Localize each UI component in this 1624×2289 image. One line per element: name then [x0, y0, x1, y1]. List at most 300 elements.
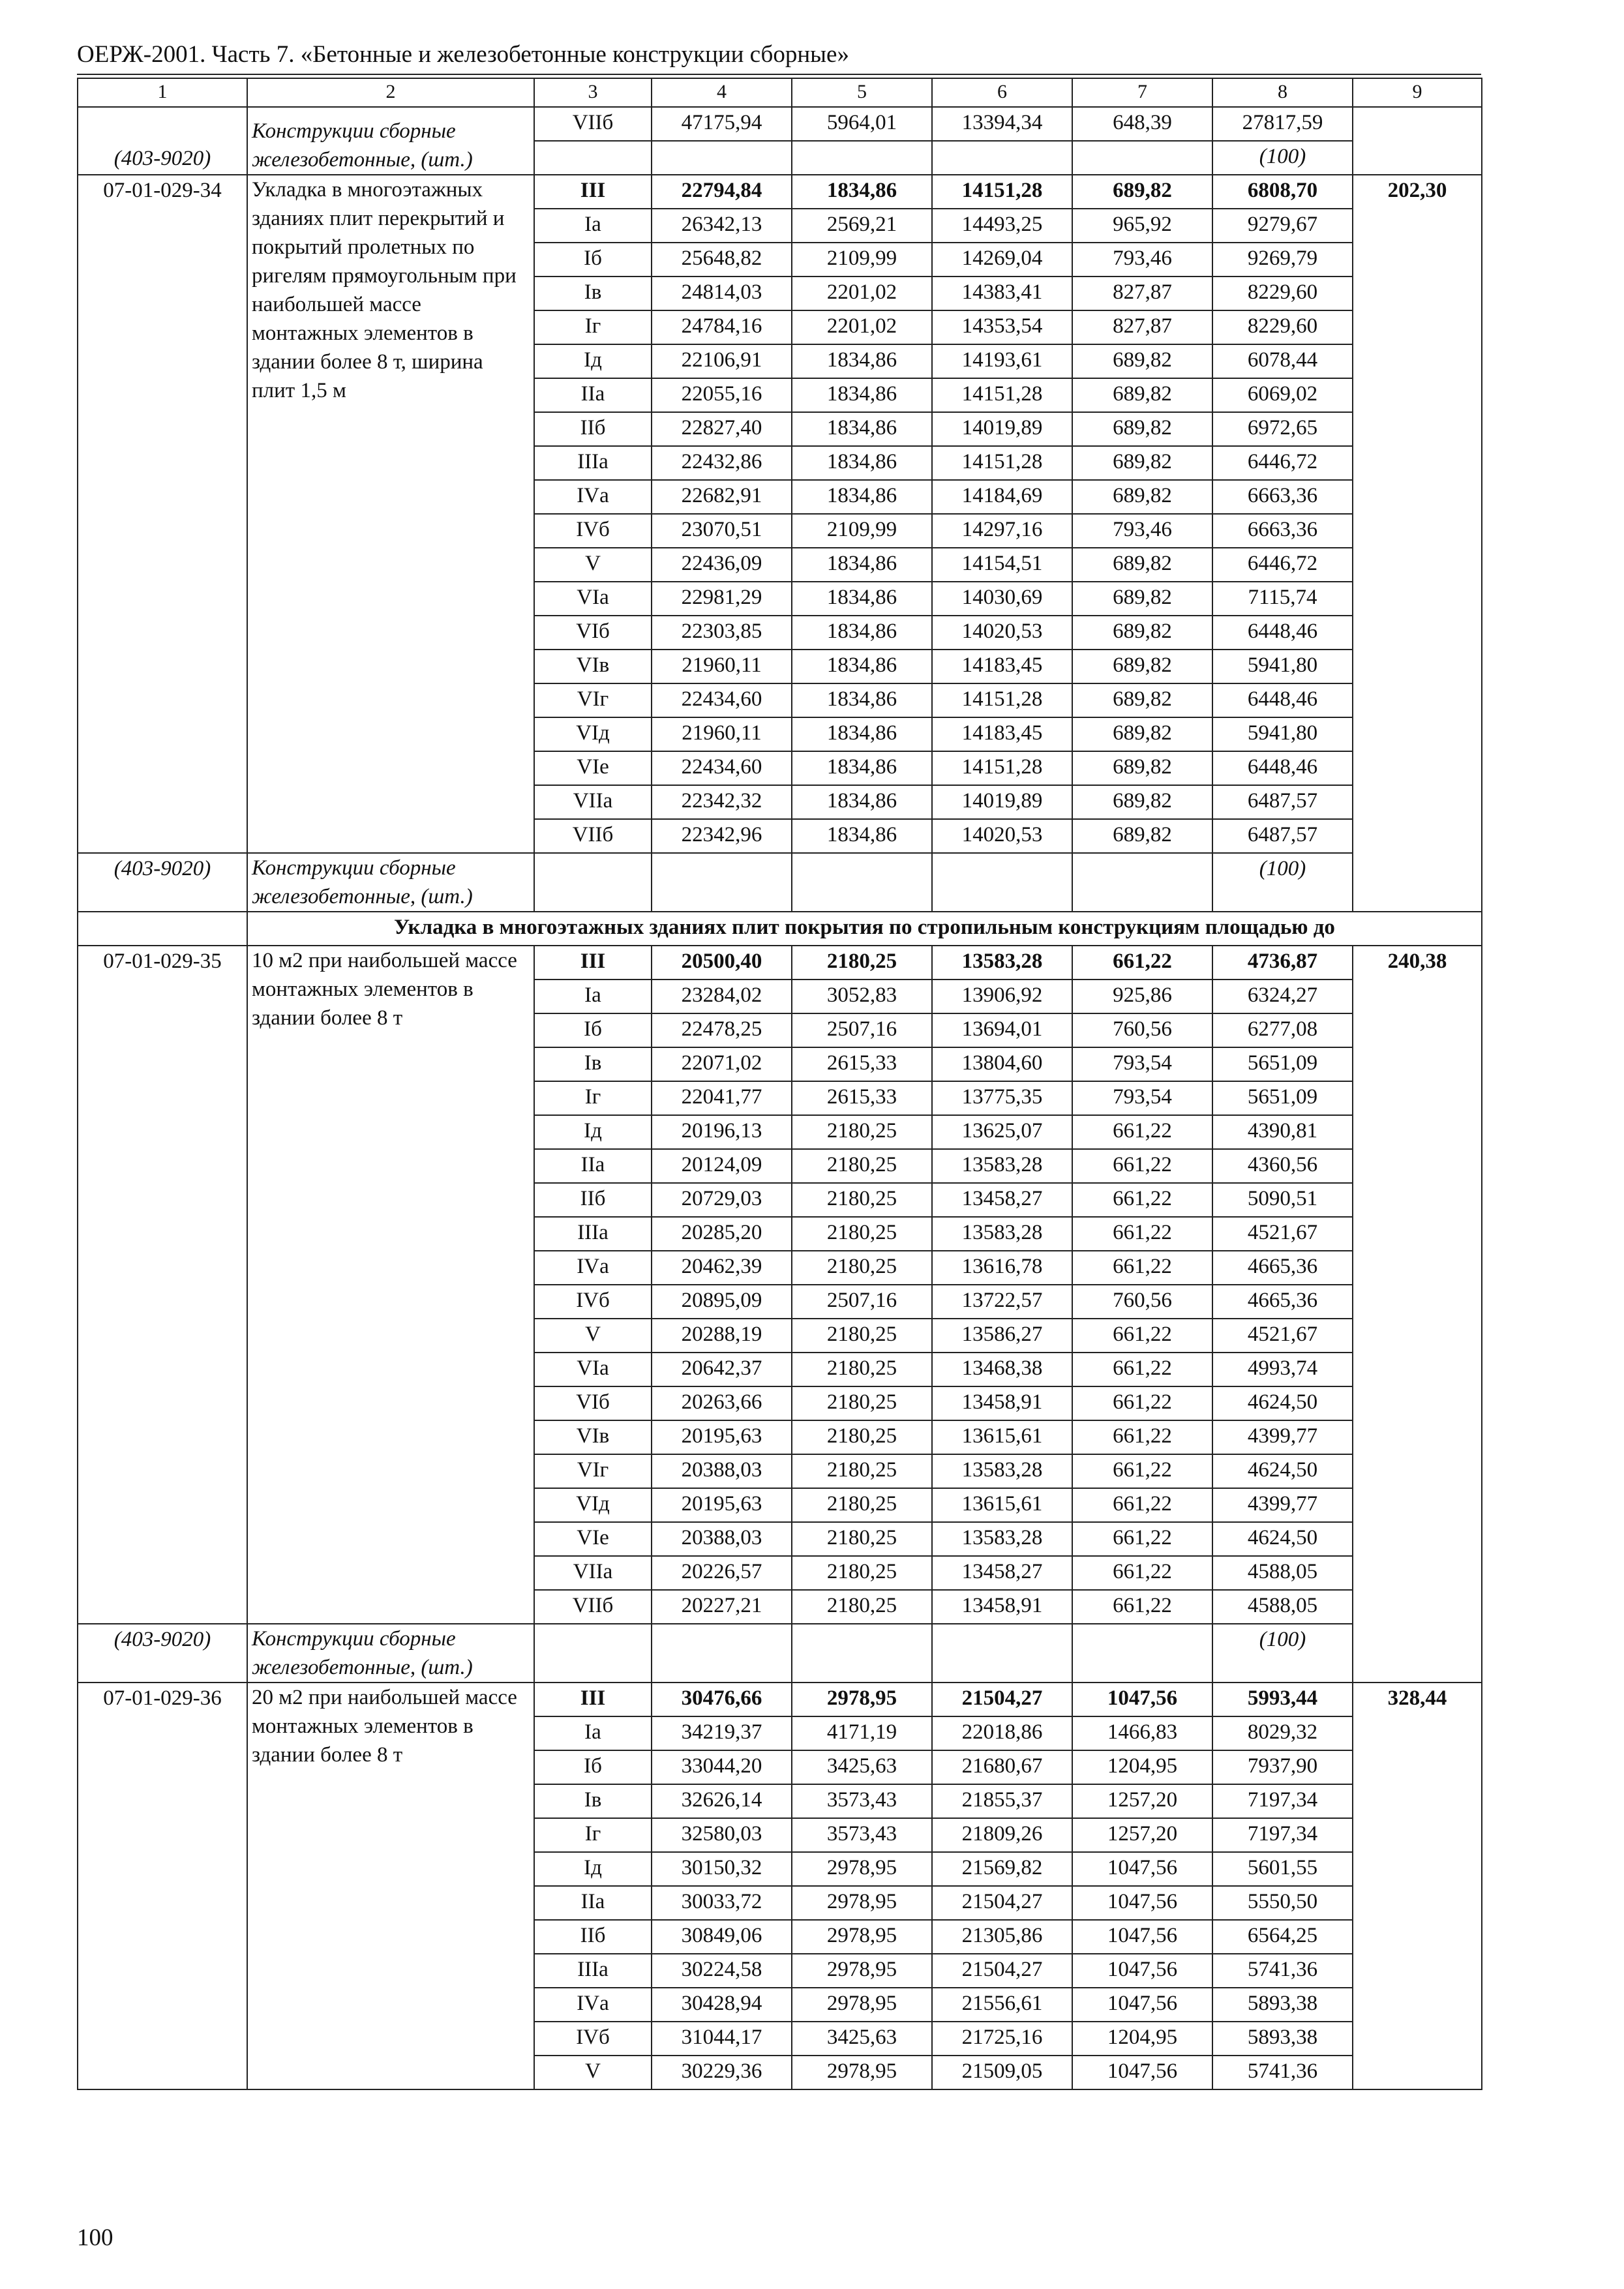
value-cell: 2978,95 — [792, 1886, 932, 1920]
value-cell: 689,82 — [1072, 548, 1212, 582]
material-label: Конструкции сборные железобетонные, (шт.) — [252, 119, 473, 172]
value-cell: 13583,28 — [932, 1149, 1072, 1183]
value-cell: 6487,57 — [1212, 819, 1353, 853]
value-cell: 13722,57 — [932, 1285, 1072, 1319]
territory-zone-cell: Iв — [534, 1784, 652, 1818]
value-cell: 22434,60 — [652, 683, 792, 717]
rate-code: 07-01-029-34 — [78, 175, 247, 853]
empty-cell — [792, 853, 932, 912]
value-cell: 22436,09 — [652, 548, 792, 582]
territory-zone-cell: Iд — [534, 344, 652, 378]
value-cell: 4171,19 — [792, 1716, 932, 1750]
value-cell: 20195,63 — [652, 1488, 792, 1522]
territory-zone-cell: VIд — [534, 717, 652, 751]
territory-zone-cell: III — [534, 1683, 652, 1716]
value-cell: 21504,27 — [932, 1954, 1072, 1988]
empty-cell — [534, 1624, 652, 1683]
value-cell: 6487,57 — [1212, 785, 1353, 819]
value-cell: 6069,02 — [1212, 378, 1353, 412]
value-cell: 2180,25 — [792, 1454, 932, 1488]
value-cell: 6972,65 — [1212, 412, 1353, 446]
value-cell: 1834,86 — [792, 446, 932, 480]
value-cell: 21569,82 — [932, 1852, 1072, 1886]
value-cell: 21504,27 — [932, 1683, 1072, 1716]
territory-zone-cell: VIе — [534, 751, 652, 785]
value-cell: 4521,67 — [1212, 1319, 1353, 1353]
value-cell: 689,82 — [1072, 446, 1212, 480]
territory-zone-cell: VIIа — [534, 1556, 652, 1590]
value-cell: 1047,56 — [1072, 1886, 1212, 1920]
territory-zone-cell: VIIб — [534, 819, 652, 853]
value-cell: 3573,43 — [792, 1818, 932, 1852]
value-cell: 7937,90 — [1212, 1750, 1353, 1784]
value-cell: 661,22 — [1072, 1353, 1212, 1386]
value-cell: 21504,27 — [932, 1886, 1072, 1920]
value-cell: 5893,38 — [1212, 2022, 1353, 2056]
value-cell: 13804,60 — [932, 1047, 1072, 1081]
value-cell: 13615,61 — [932, 1420, 1072, 1454]
value-cell: 2978,95 — [792, 1852, 932, 1886]
rate-total: 202,30 — [1353, 175, 1482, 912]
value-cell: 6448,46 — [1212, 683, 1353, 717]
value-cell: 5651,09 — [1212, 1081, 1353, 1115]
value-cell: 925,86 — [1072, 980, 1212, 1013]
value-cell: 22682,91 — [652, 480, 792, 514]
value-cell: 22106,91 — [652, 344, 792, 378]
value-cell: 8029,32 — [1212, 1716, 1353, 1750]
value-cell: 20196,13 — [652, 1115, 792, 1149]
material-label: Конструкции сборные железобетонные, (шт.) — [247, 1624, 534, 1683]
value-cell: 5741,36 — [1212, 2056, 1353, 2089]
value-cell: 23284,02 — [652, 980, 792, 1013]
value-cell: 1834,86 — [792, 819, 932, 853]
rate-description: 20 м2 при наибольшей массе монтажных элементов в здании более 8 т — [247, 1683, 534, 2089]
price-table — [77, 78, 1482, 2090]
value-cell: 1047,56 — [1072, 1988, 1212, 2022]
value-cell: 1047,56 — [1072, 1852, 1212, 1886]
total-cell — [1353, 107, 1482, 175]
column-number: 5 — [792, 78, 932, 107]
territory-zone-cell: VIд — [534, 1488, 652, 1522]
value-cell: 1834,86 — [792, 344, 932, 378]
column-number: 7 — [1072, 78, 1212, 107]
empty-cell — [534, 141, 652, 175]
value-cell: 2180,25 — [792, 1183, 932, 1217]
value-cell: 1834,86 — [792, 412, 932, 446]
table-row — [78, 946, 1482, 980]
territory-zone-cell: Iб — [534, 1013, 652, 1047]
column-number: 6 — [932, 78, 1072, 107]
value-cell: 2615,33 — [792, 1081, 932, 1115]
territory-zone-cell: VIа — [534, 582, 652, 616]
value-cell: 2180,25 — [792, 1590, 932, 1624]
value-cell: 5993,44 — [1212, 1683, 1353, 1716]
empty-cell — [792, 141, 932, 175]
territory-zone-cell: VIг — [534, 683, 652, 717]
territory-zone-cell: IIб — [534, 1920, 652, 1954]
value-cell: 689,82 — [1072, 480, 1212, 514]
empty-cell — [534, 853, 652, 912]
territory-zone-cell: VIв — [534, 650, 652, 683]
value-cell: 4399,77 — [1212, 1488, 1353, 1522]
value-cell: 14030,69 — [932, 582, 1072, 616]
column-number: 9 — [1353, 78, 1482, 107]
value-cell: 34219,37 — [652, 1716, 792, 1750]
value-cell: 6564,25 — [1212, 1920, 1353, 1954]
continuation-code-cell — [78, 107, 247, 175]
value-cell: 14183,45 — [932, 717, 1072, 751]
value-cell: 21680,67 — [932, 1750, 1072, 1784]
value-cell: 661,22 — [1072, 1149, 1212, 1183]
value-cell: 2978,95 — [792, 2056, 932, 2089]
value-cell: 793,46 — [1072, 514, 1212, 548]
value-cell: 661,22 — [1072, 1217, 1212, 1251]
territory-zone-cell: IVб — [534, 1285, 652, 1319]
value-cell: 760,56 — [1072, 1013, 1212, 1047]
empty-cell — [1072, 141, 1212, 175]
value-cell: 4624,50 — [1212, 1386, 1353, 1420]
value-cell: 2180,25 — [792, 946, 932, 980]
material-value: (100) — [1212, 1624, 1353, 1683]
value-cell: 4588,05 — [1212, 1590, 1353, 1624]
value-cell: 1834,86 — [792, 717, 932, 751]
value-cell: 14020,53 — [932, 616, 1072, 650]
value-cell: 5893,38 — [1212, 1988, 1353, 2022]
value-cell: 7115,74 — [1212, 582, 1353, 616]
value-cell: 2978,95 — [792, 1683, 932, 1716]
value-cell: 30033,72 — [652, 1886, 792, 1920]
value-cell: 5090,51 — [1212, 1183, 1353, 1217]
value-cell: 661,22 — [1072, 1183, 1212, 1217]
value-cell: 1834,86 — [792, 582, 932, 616]
value-cell: 5741,36 — [1212, 1954, 1353, 1988]
value-cell: 2507,16 — [792, 1285, 932, 1319]
value-cell: 2180,25 — [792, 1522, 932, 1556]
value-cell: 22827,40 — [652, 412, 792, 446]
column-number-row — [78, 78, 1482, 107]
value-cell: 1834,86 — [792, 785, 932, 819]
value-cell: 5550,50 — [1212, 1886, 1353, 1920]
value-cell: 6446,72 — [1212, 548, 1353, 582]
page-header-title: ОЕРЖ-2001. Часть 7. «Бетонные и железобетонные конструкции сборные» — [77, 41, 849, 68]
value-cell: 1204,95 — [1072, 2022, 1212, 2056]
value-cell: 2978,95 — [792, 1988, 932, 2022]
value-cell: 21960,11 — [652, 717, 792, 751]
value-cell: 21509,05 — [932, 2056, 1072, 2089]
territory-zone-cell: VIе — [534, 1522, 652, 1556]
section-title-row — [78, 912, 1482, 946]
value-cell: 20500,40 — [652, 946, 792, 980]
value-cell: 22055,16 — [652, 378, 792, 412]
value-cell: 30229,36 — [652, 2056, 792, 2089]
value-cell: 22794,84 — [652, 175, 792, 209]
value-cell: 20729,03 — [652, 1183, 792, 1217]
value-cell: 2180,25 — [792, 1217, 932, 1251]
territory-zone-cell: III — [534, 175, 652, 209]
value-cell: 5941,80 — [1212, 650, 1353, 683]
value-cell: 4665,36 — [1212, 1285, 1353, 1319]
value-cell: 20285,20 — [652, 1217, 792, 1251]
value-cell: 4624,50 — [1212, 1522, 1353, 1556]
value-cell: 965,92 — [1072, 209, 1212, 243]
value-cell: 22071,02 — [652, 1047, 792, 1081]
empty-cell — [1072, 853, 1212, 912]
territory-zone-cell: VIб — [534, 616, 652, 650]
value-cell: 22432,86 — [652, 446, 792, 480]
territory-zone-cell: IIIа — [534, 1217, 652, 1251]
value-cell: 14353,54 — [932, 310, 1072, 344]
territory-zone-cell: IIа — [534, 378, 652, 412]
value-cell: 30224,58 — [652, 1954, 792, 1988]
value-cell: 24784,16 — [652, 310, 792, 344]
value-cell: 2180,25 — [792, 1319, 932, 1353]
value-cell: 4390,81 — [1212, 1115, 1353, 1149]
value-cell: 25648,82 — [652, 243, 792, 277]
value-cell: 689,82 — [1072, 344, 1212, 378]
value-cell: 4360,56 — [1212, 1149, 1353, 1183]
value-cell: 2180,25 — [792, 1386, 932, 1420]
territory-zone-cell: III — [534, 946, 652, 980]
territory-zone-cell: IVа — [534, 480, 652, 514]
value-cell: 14183,45 — [932, 650, 1072, 683]
value-cell: 661,22 — [1072, 1251, 1212, 1285]
territory-zone-cell: IVб — [534, 2022, 652, 2056]
territory-zone-cell: Iа — [534, 980, 652, 1013]
value-cell: 793,46 — [1072, 243, 1212, 277]
value-cell: 13625,07 — [932, 1115, 1072, 1149]
value-cell: 22342,96 — [652, 819, 792, 853]
value-cell: 4399,77 — [1212, 1420, 1353, 1454]
value-cell: 13583,28 — [932, 1522, 1072, 1556]
value-cell: 4736,87 — [1212, 946, 1353, 980]
territory-zone-cell: Iг — [534, 310, 652, 344]
value-cell: 689,82 — [1072, 412, 1212, 446]
value-cell: 661,22 — [1072, 1454, 1212, 1488]
value-cell: 5601,55 — [1212, 1852, 1353, 1886]
value-cell: 661,22 — [1072, 1488, 1212, 1522]
value-cell: 22981,29 — [652, 582, 792, 616]
value-cell: 14019,89 — [932, 785, 1072, 819]
value-cell: 13583,28 — [932, 1217, 1072, 1251]
value-cell: 689,82 — [1072, 683, 1212, 717]
value-cell: 13458,91 — [932, 1386, 1072, 1420]
value-cell: 827,87 — [1072, 277, 1212, 310]
value-cell: 1204,95 — [1072, 1750, 1212, 1784]
value-cell: 661,22 — [1072, 1386, 1212, 1420]
table-row — [78, 107, 1482, 141]
material-code: (403-9020) — [78, 853, 247, 912]
territory-zone-cell: Iв — [534, 277, 652, 310]
value-cell: 14154,51 — [932, 548, 1072, 582]
column-number: 4 — [652, 78, 792, 107]
empty-cell — [1072, 1624, 1212, 1683]
value-cell: 661,22 — [1072, 1420, 1212, 1454]
value-cell: 13694,01 — [932, 1013, 1072, 1047]
empty-cell — [652, 853, 792, 912]
value-cell: 6446,72 — [1212, 446, 1353, 480]
value-cell: 3573,43 — [792, 1784, 932, 1818]
territory-zone-cell: Iб — [534, 243, 652, 277]
value-cell: 7197,34 — [1212, 1784, 1353, 1818]
territory-zone-cell: V — [534, 2056, 652, 2089]
value-cell: 20227,21 — [652, 1590, 792, 1624]
value-cell: 30428,94 — [652, 1988, 792, 2022]
material-code: (403-9020) — [78, 1624, 247, 1683]
territory-zone-cell: V — [534, 548, 652, 582]
column-number: 1 — [78, 78, 247, 107]
value-cell: 20226,57 — [652, 1556, 792, 1590]
value-cell: 21855,37 — [932, 1784, 1072, 1818]
empty-cell — [932, 853, 1072, 912]
value-cell: 4521,67 — [1212, 1217, 1353, 1251]
value-cell: 4665,36 — [1212, 1251, 1353, 1285]
territory-zone-cell: Iд — [534, 1852, 652, 1886]
value-cell: 21809,26 — [932, 1818, 1072, 1852]
empty-cell — [78, 912, 247, 946]
value-cell: 5941,80 — [1212, 717, 1353, 751]
value-cell: 1257,20 — [1072, 1818, 1212, 1852]
value-cell: 32626,14 — [652, 1784, 792, 1818]
value-cell: 20263,66 — [652, 1386, 792, 1420]
value-cell: 13468,38 — [932, 1353, 1072, 1386]
continuation-desc-cell — [247, 107, 534, 175]
value-cell: 13458,27 — [932, 1183, 1072, 1217]
value-cell: 2180,25 — [792, 1556, 932, 1590]
value-cell: 20124,09 — [652, 1149, 792, 1183]
rate-description: Укладка в многоэтажных зданиях плит перекрытий и покрытий пролетных по ригелям прямоугольным при наибольшей массе монтажных элементов в здании более 8 т, ширина плит 1,5 м — [247, 175, 534, 853]
value-cell: 1834,86 — [792, 548, 932, 582]
value-cell: 648,39 — [1072, 107, 1212, 141]
value-cell: 20462,39 — [652, 1251, 792, 1285]
value-cell: 14383,41 — [932, 277, 1072, 310]
material-value: (100) — [1212, 853, 1353, 912]
value-cell: 2180,25 — [792, 1420, 932, 1454]
value-cell: 9279,67 — [1212, 209, 1353, 243]
territory-zone-cell: Iа — [534, 1716, 652, 1750]
value-cell: 661,22 — [1072, 1115, 1212, 1149]
material-label: Конструкции сборные железобетонные, (шт.) — [247, 853, 534, 912]
territory-zone-cell: Iг — [534, 1081, 652, 1115]
value-cell: 22303,85 — [652, 616, 792, 650]
value-cell: 6808,70 — [1212, 175, 1353, 209]
value-cell: 30150,32 — [652, 1852, 792, 1886]
rate-total: 240,38 — [1353, 946, 1482, 1683]
value-cell: 2109,99 — [792, 514, 932, 548]
value-cell: 13458,91 — [932, 1590, 1072, 1624]
material-code: (403-9020) — [113, 147, 211, 170]
material-row — [78, 1624, 1482, 1683]
territory-zone-cell: IIб — [534, 412, 652, 446]
value-cell: 1047,56 — [1072, 2056, 1212, 2089]
table-row — [78, 1683, 1482, 1716]
column-number: 2 — [247, 78, 534, 107]
value-cell: 4588,05 — [1212, 1556, 1353, 1590]
value-cell: 1466,83 — [1072, 1716, 1212, 1750]
value-cell: 13583,28 — [932, 946, 1072, 980]
value-cell: 6324,27 — [1212, 980, 1353, 1013]
value-cell: 689,82 — [1072, 785, 1212, 819]
territory-zone-cell: VIа — [534, 1353, 652, 1386]
column-number: 3 — [534, 78, 652, 107]
value-cell: 661,22 — [1072, 1522, 1212, 1556]
territory-zone-cell: IIб — [534, 1183, 652, 1217]
value-cell: 22478,25 — [652, 1013, 792, 1047]
value-cell: 26342,13 — [652, 209, 792, 243]
value-cell: 1834,86 — [792, 480, 932, 514]
value-cell: 2201,02 — [792, 310, 932, 344]
territory-zone-cell: Iа — [534, 209, 652, 243]
value-cell: 6448,46 — [1212, 616, 1353, 650]
column-number: 8 — [1212, 78, 1353, 107]
value-cell: 2180,25 — [792, 1251, 932, 1285]
value-cell: 689,82 — [1072, 650, 1212, 683]
page-number: 100 — [77, 2224, 113, 2251]
value-cell: 20388,03 — [652, 1454, 792, 1488]
value-cell: 7197,34 — [1212, 1818, 1353, 1852]
value-cell: 793,54 — [1072, 1081, 1212, 1115]
value-cell: 47175,94 — [652, 107, 792, 141]
value-cell: 20388,03 — [652, 1522, 792, 1556]
value-cell: 14269,04 — [932, 243, 1072, 277]
value-cell: 14151,28 — [932, 175, 1072, 209]
rate-total: 328,44 — [1353, 1683, 1482, 2089]
value-cell: 2569,21 — [792, 209, 932, 243]
value-cell: 1834,86 — [792, 378, 932, 412]
value-cell: 22434,60 — [652, 751, 792, 785]
territory-zone-cell: IIIа — [534, 1954, 652, 1988]
value-cell: 8229,60 — [1212, 277, 1353, 310]
value-cell: 689,82 — [1072, 751, 1212, 785]
value-cell: 661,22 — [1072, 1590, 1212, 1624]
value-cell: 13586,27 — [932, 1319, 1072, 1353]
value-cell: 1047,56 — [1072, 1683, 1212, 1716]
value-cell: 27817,59 — [1212, 107, 1353, 141]
value-cell: 689,82 — [1072, 175, 1212, 209]
value-cell: 1834,86 — [792, 616, 932, 650]
value-cell: 31044,17 — [652, 2022, 792, 2056]
territory-zone-cell: IVб — [534, 514, 652, 548]
territory-zone-cell: Iб — [534, 1750, 652, 1784]
value-cell: 5651,09 — [1212, 1047, 1353, 1081]
material-row — [78, 853, 1482, 912]
value-cell: 689,82 — [1072, 819, 1212, 853]
territory-zone-cell: IIIа — [534, 446, 652, 480]
value-cell: 23070,51 — [652, 514, 792, 548]
value-cell: 22018,86 — [932, 1716, 1072, 1750]
value-cell: 33044,20 — [652, 1750, 792, 1784]
value-cell: 21556,61 — [932, 1988, 1072, 2022]
value-cell: 20195,63 — [652, 1420, 792, 1454]
value-cell: 14297,16 — [932, 514, 1072, 548]
rate-code: 07-01-029-35 — [78, 946, 247, 1624]
value-cell: 20642,37 — [652, 1353, 792, 1386]
empty-cell — [792, 1624, 932, 1683]
territory-zone-cell: VIIа — [534, 785, 652, 819]
territory-zone-cell: IVа — [534, 1988, 652, 2022]
value-cell: 689,82 — [1072, 616, 1212, 650]
rate-code: 07-01-029-36 — [78, 1683, 247, 2089]
value-cell: 20895,09 — [652, 1285, 792, 1319]
value-cell: 793,54 — [1072, 1047, 1212, 1081]
value-cell: 20288,19 — [652, 1319, 792, 1353]
territory-zone-cell: VIб — [534, 1386, 652, 1420]
value-cell: 6663,36 — [1212, 514, 1353, 548]
value-cell: 1834,86 — [792, 683, 932, 717]
value-cell: 2201,02 — [792, 277, 932, 310]
value-cell: 6277,08 — [1212, 1013, 1353, 1047]
value-cell: 5964,01 — [792, 107, 932, 141]
value-cell: 13583,28 — [932, 1454, 1072, 1488]
